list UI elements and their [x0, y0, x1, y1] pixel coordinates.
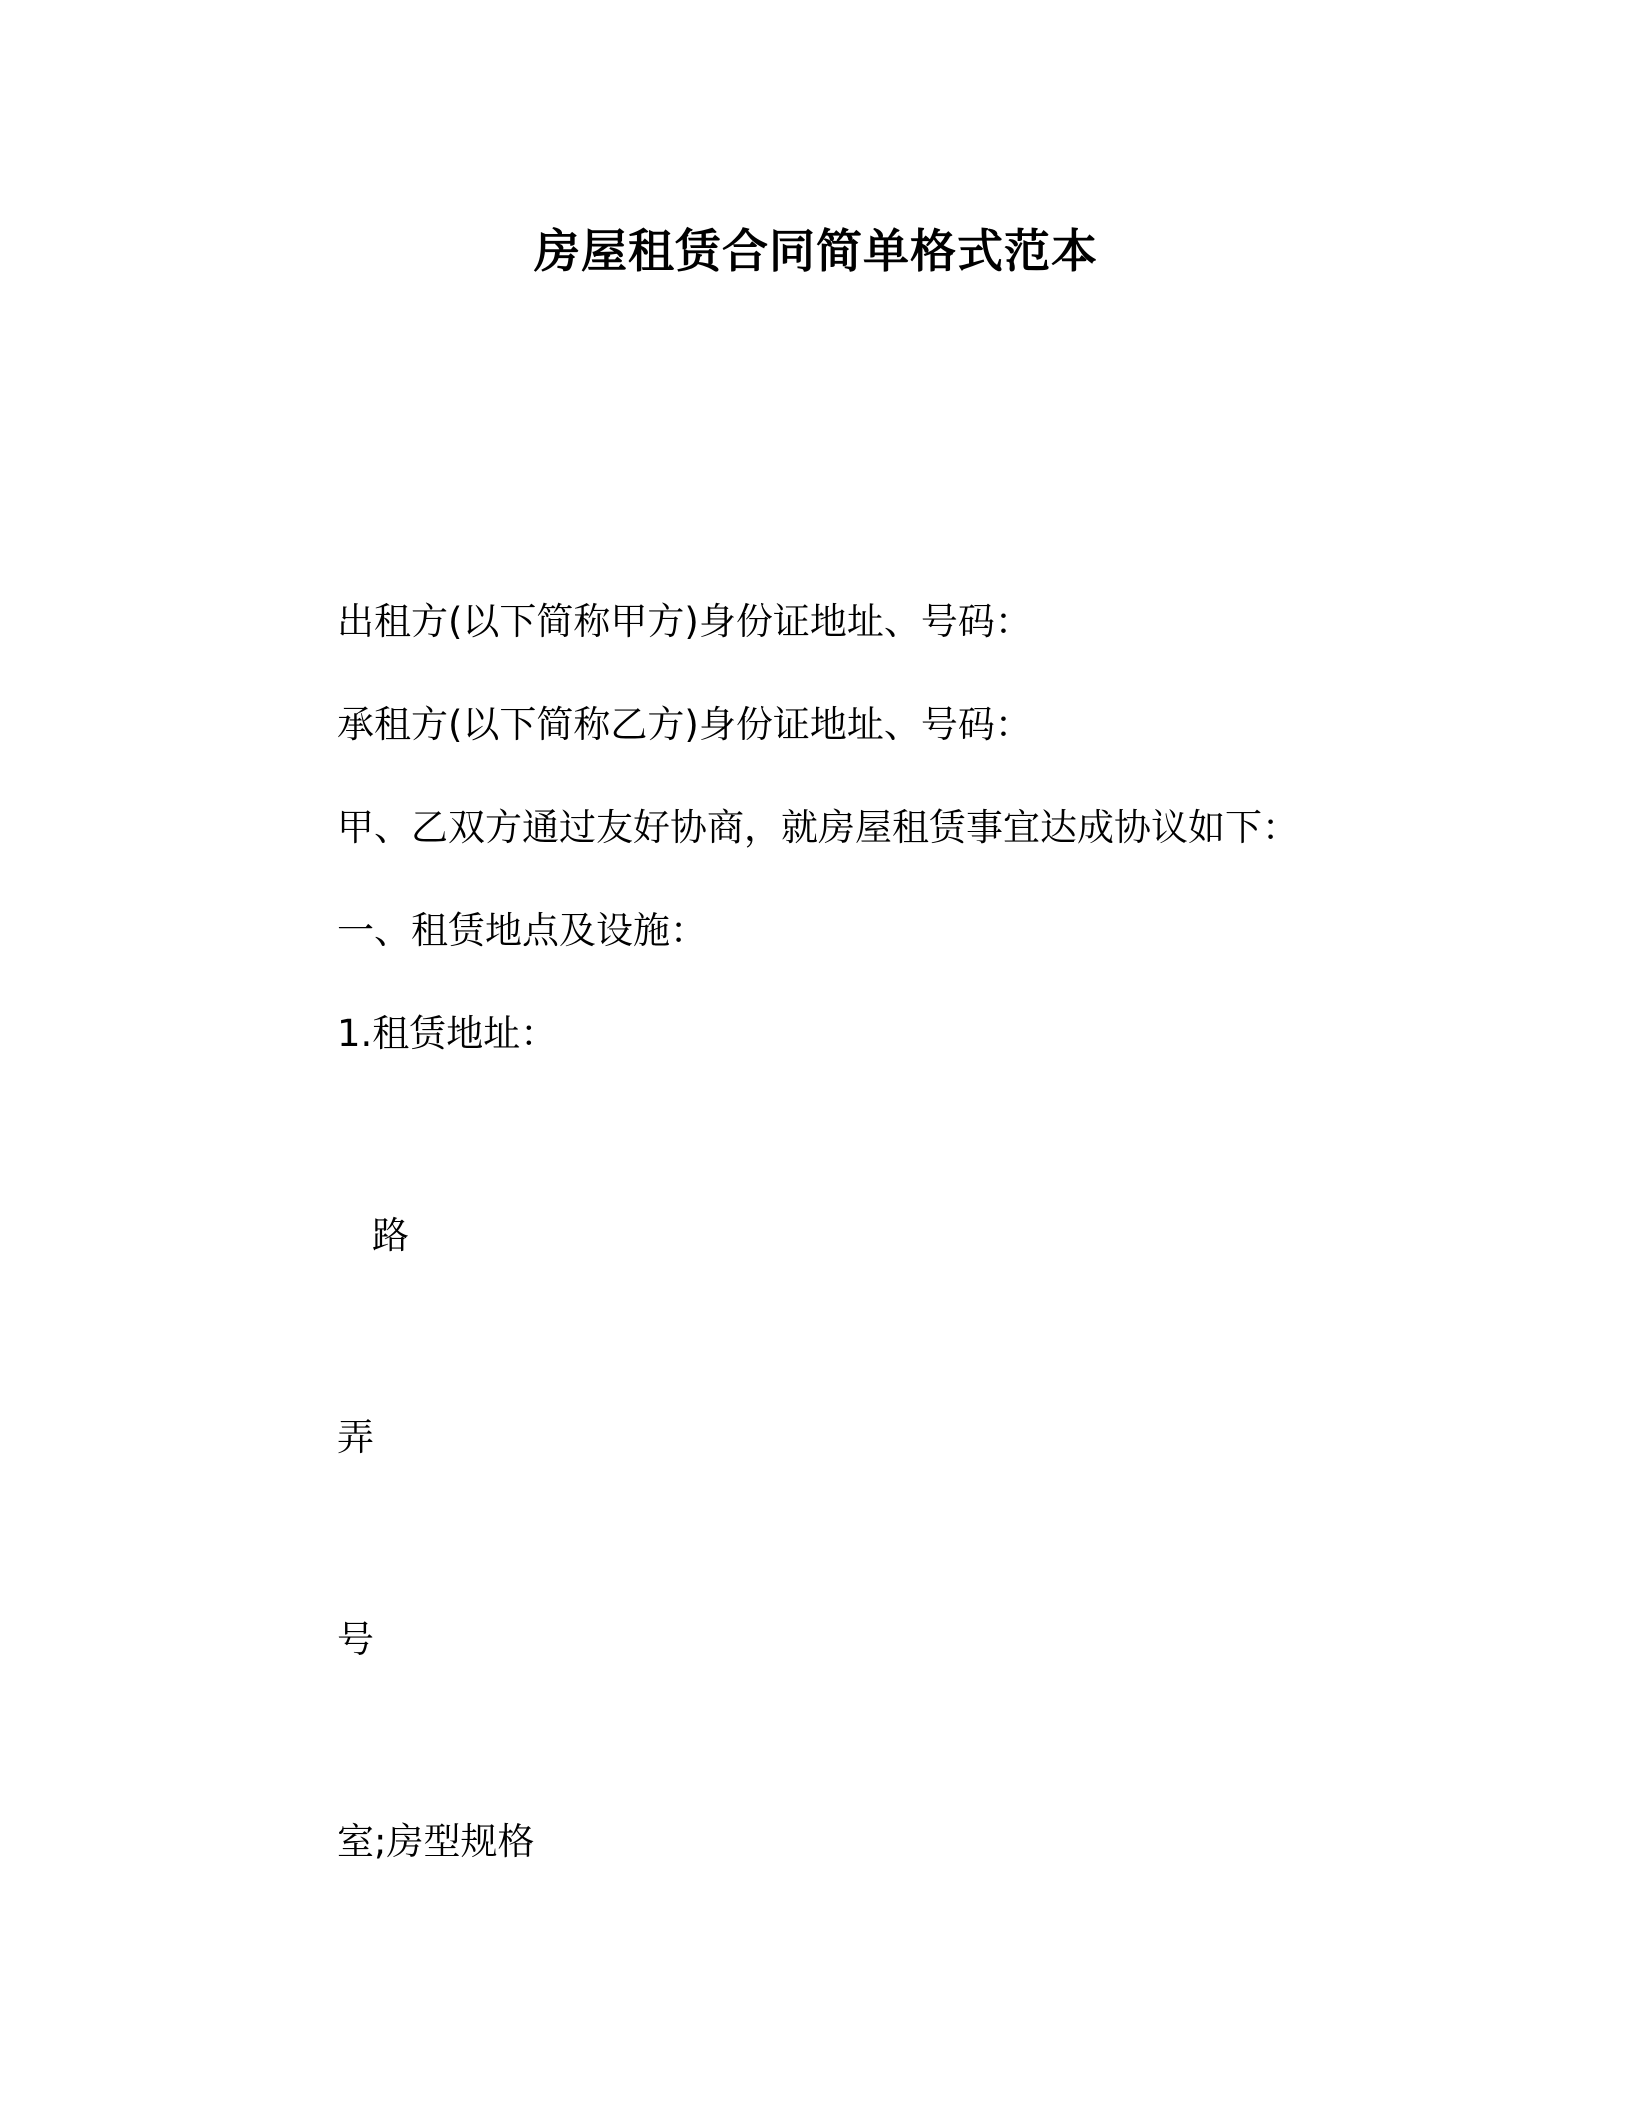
address-road-field: 路 — [372, 1214, 409, 1257]
document-title: 房屋租赁合同简单格式范本 — [534, 224, 1098, 278]
address-number-field: 号 — [337, 1618, 374, 1661]
address-room-type-field: 室;房型规格 — [337, 1820, 535, 1863]
lessee-info-line: 承租方(以下简称乙方)身份证地址、号码： — [337, 703, 1032, 746]
lease-address-label: 1.租赁地址： — [337, 1012, 558, 1055]
section-heading-location: 一、租赁地点及设施： — [337, 909, 707, 952]
lessor-info-line: 出租方(以下简称甲方)身份证地址、号码： — [337, 600, 1032, 643]
agreement-intro-line: 甲、乙双方通过友好协商，就房屋租赁事宜达成协议如下： — [337, 806, 1299, 849]
address-lane-field: 弄 — [337, 1416, 374, 1459]
